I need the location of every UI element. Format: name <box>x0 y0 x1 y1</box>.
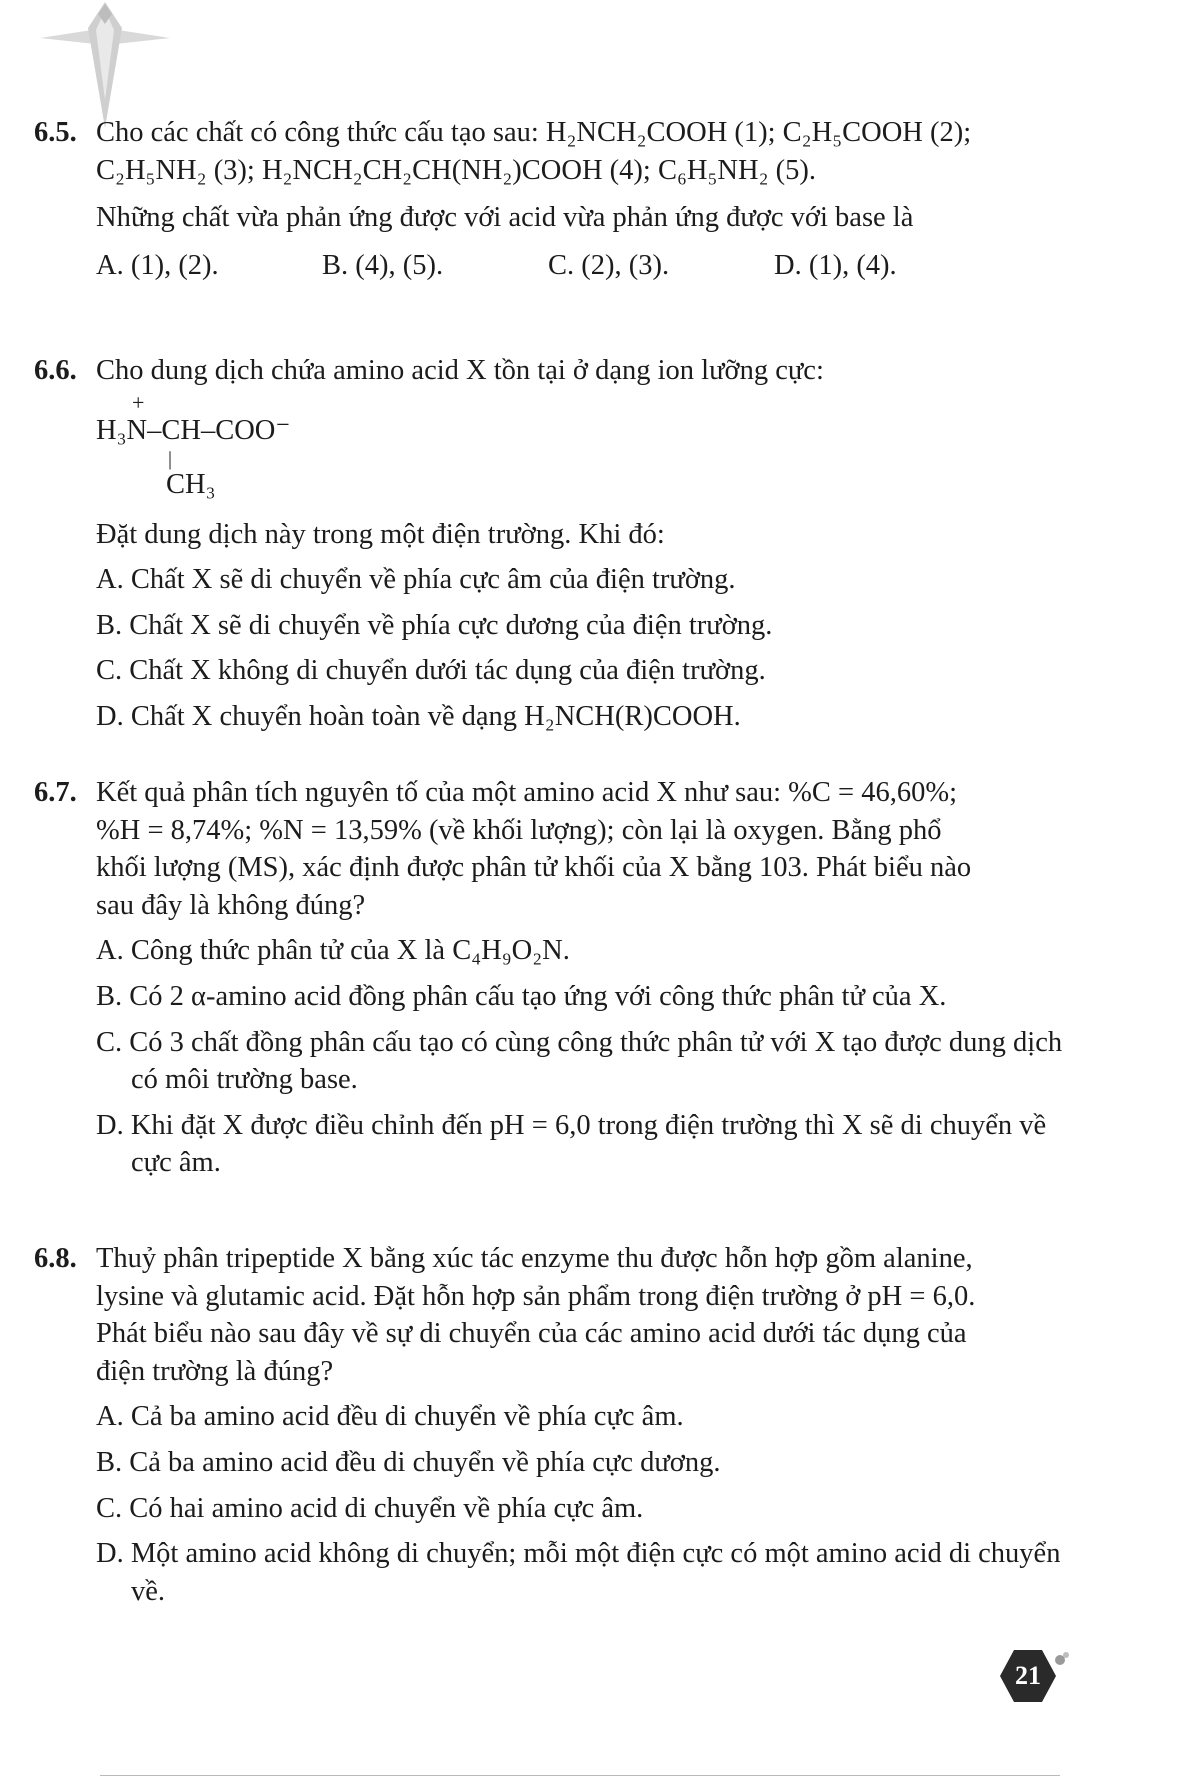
formula-bond: | <box>168 447 173 470</box>
question-6-5 <box>34 114 1074 284</box>
question-6-8 <box>34 1240 1074 1610</box>
option-b: B. Có 2 α-amino acid đồng phân cấu tạo ứng với công thức phân tử của X. <box>96 981 947 1013</box>
bottom-divider <box>100 1775 1060 1776</box>
question-number: 6.7. <box>34 777 77 808</box>
question-stem-line: Phát biểu nào sau đây về sự di chuyển của các amino acid dưới tác dụng của <box>96 1318 967 1350</box>
option-c: C. Có hai amino acid di chuyển về phía cực âm. <box>96 1492 644 1524</box>
option-d: D. Một amino acid không di chuyển; mỗi một điện cực có một amino acid di chuyển về. <box>96 1538 1061 1607</box>
question-stem-line: Thuỷ phân tripeptide X bằng xúc tác enzyme thu được hỗn hợp gồm alanine, <box>96 1243 973 1274</box>
question-number: 6.8. <box>34 1243 77 1274</box>
formula-main: H₃N–CH–COO⁻ <box>96 414 291 446</box>
question-stem-line: Kết quả phân tích nguyên tố của một amino acid X như sau: %C = 46,60%; <box>96 777 958 808</box>
option-c: C. Có 3 chất đồng phân cấu tạo có cùng công thức phân tử với X tạo được dung dịch có môi trường base. <box>96 1026 1063 1096</box>
option-b: B. Cả ba amino acid đều di chuyển về phía cực dương. <box>96 1447 721 1479</box>
question-stem-line: sau đây là không đúng? <box>96 889 366 921</box>
question-6-7 <box>34 774 1074 1182</box>
option-b: B. (4), (5). <box>322 249 444 281</box>
option-d: D. Khi đặt X được điều chỉnh đến pH = 6,0 trong điện trường thì X sẽ di chuyển về cực âm. <box>96 1109 1047 1179</box>
option-a: A. (1), (2). <box>96 249 219 281</box>
option-d: D. (1), (4). <box>774 249 897 281</box>
question-prompt: Những chất vừa phản ứng được với acid vừa phản ứng được với base là <box>96 202 914 234</box>
question-prompt: Đặt dung dịch này trong một điện trường. Khi đó: <box>96 518 665 550</box>
question-number: 6.5. <box>34 117 77 148</box>
formula-charge: + <box>132 389 145 415</box>
option-a: A. Cả ba amino acid đều di chuyển về phía cực âm. <box>96 1401 684 1433</box>
question-stem-line: %H = 8,74%; %N = 13,59% (về khối lượng); còn lại là oxygen. Bằng phổ <box>96 814 942 846</box>
page-number-badge <box>1000 1648 1056 1704</box>
question-number: 6.6. <box>34 355 77 386</box>
question-6-6 <box>34 352 1074 736</box>
question-stem-line: C₂H₅NH₂ (3); H₂NCH₂CH₂CH(NH₂)COOH (4); C₆H₅NH₂ (5). <box>96 154 816 186</box>
option-c: C. Chất X không di chuyển dưới tác dụng của điện trường. <box>96 655 766 687</box>
question-stem-line: điện trường là đúng? <box>96 1355 334 1387</box>
question-stem-line: lysine và glutamic acid. Đặt hỗn hợp sản phẩm trong điện trường ở pH = 6,0. <box>96 1280 976 1312</box>
page-number: 21 <box>1015 1661 1041 1690</box>
formula-substituent: CH₃ <box>166 468 216 500</box>
question-stem-line: Cho các chất có công thức cấu tạo sau: H₂NCH₂COOH (1); C₂H₅COOH (2); <box>96 117 972 148</box>
diamond-ornament-icon <box>40 0 170 130</box>
option-a: A. Chất X sẽ di chuyển về phía cực âm của điện trường. <box>96 564 736 596</box>
question-stem-line: khối lượng (MS), xác định được phân tử khối của X bằng 103. Phát biểu nào <box>96 852 972 884</box>
option-a: A. Công thức phân tử của X là C₄H₉O₂N. <box>96 935 570 967</box>
question-stem: Cho dung dịch chứa amino acid X tồn tại ở dạng ion lưỡng cực: <box>96 355 824 386</box>
zwitterion-formula <box>96 389 1074 504</box>
option-d: D. Chất X chuyển hoàn toàn về dạng H₂NCH(R)COOH. <box>96 701 741 733</box>
option-b: B. Chất X sẽ di chuyển về phía cực dương của điện trường. <box>96 609 773 641</box>
option-c: C. (2), (3). <box>548 249 670 281</box>
answer-options <box>96 247 1074 285</box>
